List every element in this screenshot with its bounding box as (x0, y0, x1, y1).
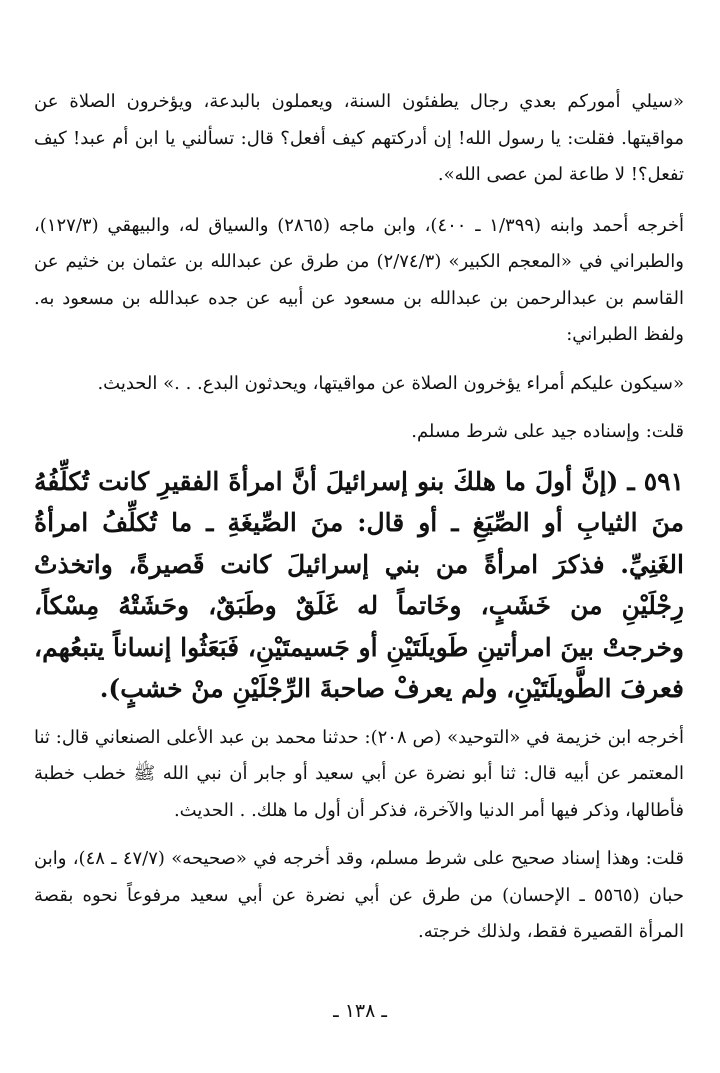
hadith-quote-text: «سيلي أموركم بعدي رجال يطفئون السنة، ويعملون بالبدعة، ويؤخرون الصلاة عن مواقيتها. فقلت: يا رسول الله! إن أدركتهم كيف أفعل؟ قال: تسألني يا ابن أم عبد! كيف تفعل؟! لا طاعة لمن عصى الله». (34, 91, 684, 185)
ibn-khuzaymah-takhrij: أخرجه ابن خزيمة في «التوحيد» (ص ٢٠٨): حدثنا محمد بن عبد الأعلى الصنعاني قال: ثنا المعتمر عن أبيه قال: ثنا أبو نضرة عن أبي سعيد أو جابر أن نبي الله ﷺ خطب خطبة فأطالها، وذكر فيها أمر الدنيا والآخرة، فذكر أن أول ما هلك. . الحديث. (34, 726, 684, 821)
page-body (34, 84, 684, 951)
tabarani-quote: «سيكون عليكم أمراء يؤخرون الصلاة عن مواقيتها، ويحدثون البدع. . .» الحديث. (97, 372, 684, 394)
hadith-591-text: ٥٩١ ـ (إنَّ أولَ ما هلكَ بنو إسرائيلَ أنَّ امرأةَ الفقيرِ كانت تُكلِّفُهُ منَ الثيابِ أو الصِّيَغِ ـ أو قال: منَ الصِّيغَةِ ـ ما تُكلِّفُ امرأةُ الغَنِيِّ. فذكرَ امرأةً من بني إسرائيلَ كانت قَصيرةً، واتخذتْ رِجْلَيْنِ من خَشَبٍ، وخَاتماً له غَلَقٌ وطَبَقٌ، وحَشَتْهُ مِسْكاً، وخرجتْ بينَ امرأتينِ طَويلَتَيْنِ أو جَسيمتَيْنِ، فَبَعَثُوا إنساناً يتبعُهم، فعرفَ الطَّويلَتَيْنِ، ولم يعرفْ صاحبةَ الرِّجْلَيْنِ منْ خشبٍ). (34, 466, 684, 703)
takhrij-paragraph: أخرجه أحمد وابنه (١/٣٩٩ ـ ٤٠٠)، وابن ماجه (٢٨٦٥) والسياق له، والبيهقي (١٢٧/٣)، والطبراني في «المعجم الكبير» (٢/٧٤/٣) من طرق عن عبدالله بن عثمان بن خثيم عن القاسم بن عبدالرحمن بن عبدالله بن مسعود عن أبيه عن جده عبدالله بن مسعود به. ولفظ الطبراني: (34, 214, 685, 345)
isnad-comment: قلت: وإسناده جيد على شرط مسلم. (411, 421, 684, 442)
closing-comment: قلت: وهذا إسناد صحيح على شرط مسلم، وقد أخرجه في «صحيحه» (٤٧/٧ ـ ٤٨)، وابن حبان (٥٥٦٥ ـ الإحسان) من طرق عن أبي نضرة عن أبي سعيد مرفوعاً نحوه بقصة المرأة القصيرة فقط، ولذلك خرجته. (34, 848, 684, 942)
page-number: ـ ١٣٨ ـ (333, 1000, 387, 1022)
